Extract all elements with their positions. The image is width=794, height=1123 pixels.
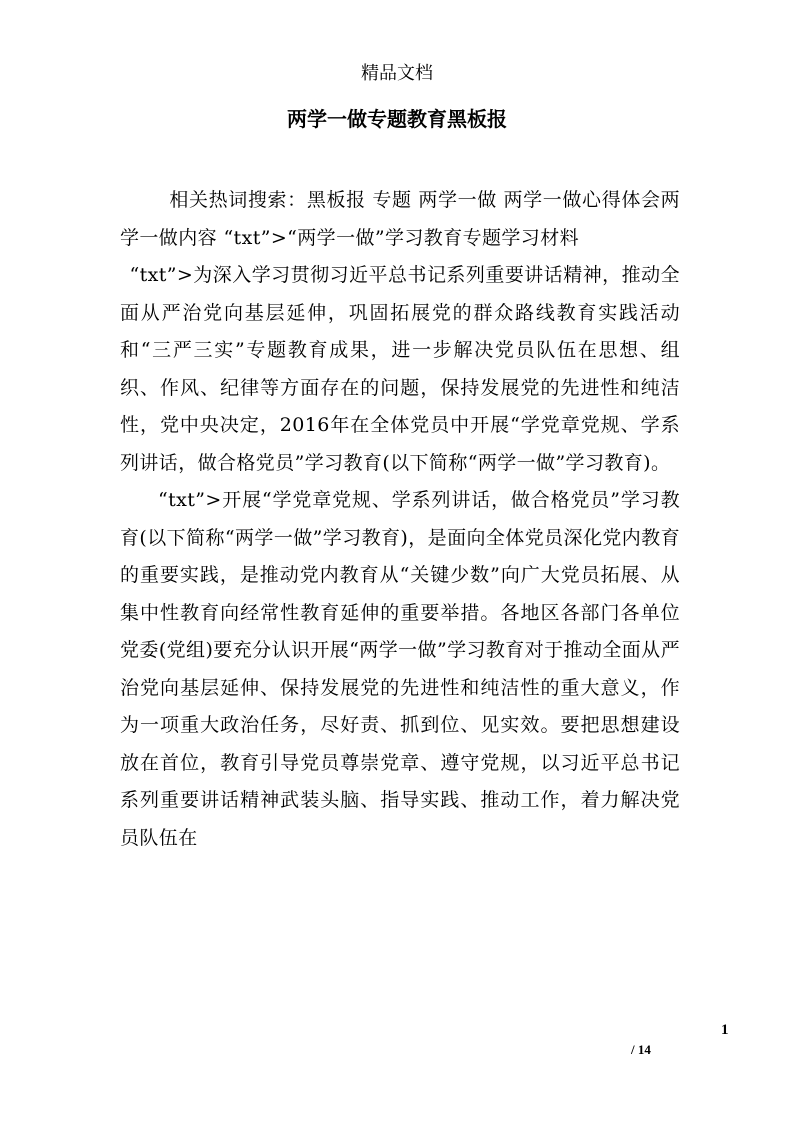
paragraph-intro: “txt”>为深入学习贯彻习近平总书记系列重要讲话精神，推动全面从严治党向基层延伸，巩固拓展党的群众路线教育实践活动和“三严三实”专题教育成果，进一步解决党员队伍在思想、组织、作风、纪律等方面存在的问题，保持发展党的先进性和纯洁性，党中央决定，2016年在全体党员中开展“学党章党规、学系列讲话，做合格党员”学习教育(以下简称“两学一做”学习教育)。 xyxy=(120,264,680,474)
document-title: 两学一做专题教育黑板报 xyxy=(287,107,507,131)
paragraph-significance: “txt”>开展“学党章党规、学系列讲话，做合格党员”学习教育(以下简称“两学一做”学习教育)，是面向全体党员深化党内教育的重要实践，是推动党内教育从“关键少数”向广大党员拓展、从集中性教育向经常性教育延伸的重要举措。各地区各部门各单位党委(党组)要充分认识开展“两学一做”学习教育对于推动全面从严治党向基层延伸、保持发展党的先进性和纯洁性的重大意义，作为一项重大政治任务，尽好责、抓到位、见实效。要把思想建设放在首位，教育引导党员尊崇党章、遵守党规，以习近平总书记系列重要讲话精神武装头脑、指导实践、推动工作，着力解决党员队伍在 xyxy=(120,489,680,849)
document-body xyxy=(120,182,680,857)
page-header: 精品文档 xyxy=(361,63,433,84)
page-total: / 14 xyxy=(631,1042,651,1057)
page-number: 1 xyxy=(721,1022,729,1038)
paragraph-keywords: 相关热词搜索：黑板报 专题 两学一做 两学一做心得体会两学一做内容 “txt”>“两学一做”学习教育专题学习材料 xyxy=(120,189,680,249)
